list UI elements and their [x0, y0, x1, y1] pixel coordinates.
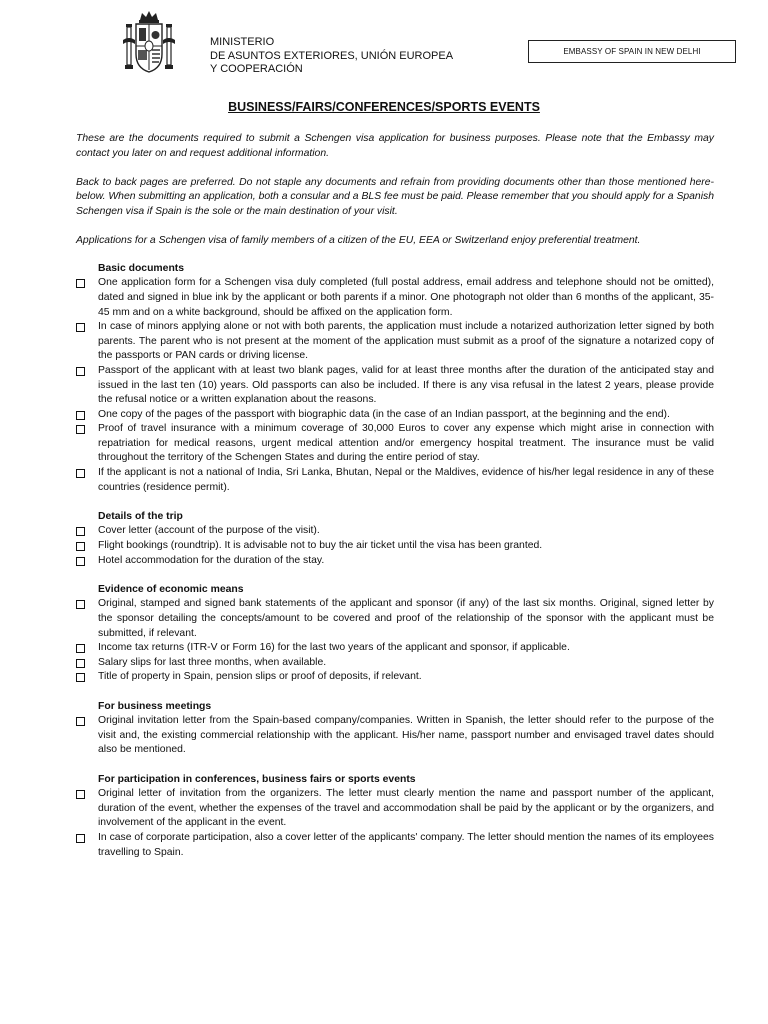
checkbox-icon [76, 659, 85, 668]
item-text: Proof of travel insurance with a minimum coverage of 30,000 Euros to cover any expense which might arise in connection with repatriation for medical reasons, urgent medical attention and/or emergency hospital treatment. The insurance must be valid throughout the territory of the Schengen States and during the entire period of stay. [98, 423, 714, 464]
checkbox-icon [76, 527, 85, 536]
section-business-meetings [76, 700, 714, 758]
section-title: For business meetings [98, 700, 212, 712]
checkbox-icon [76, 323, 85, 332]
item-text: If the applicant is not a national of India, Sri Lanka, Bhutan, Nepal or the Maldives, evidence of his/her legal residence in any of these countries (residence permit). [98, 467, 714, 493]
checkbox-icon [76, 469, 85, 478]
section-title: Details of the trip [98, 510, 183, 522]
ministry-line: Y COOPERACIÓN [210, 63, 303, 75]
checkbox-icon [76, 557, 85, 566]
checkbox-icon [76, 673, 85, 682]
list-item [76, 656, 714, 671]
checkbox-icon [76, 425, 85, 434]
list-item [76, 408, 714, 423]
list-item [76, 554, 714, 569]
item-text: Original letter of invitation from the organizers. The letter must clearly mention the name and passport number of the applicant, duration of the event, whether the expenses of the travel and accommodation shall be paid by the applicant or by the organizers, and involvement of the applicant in the event. [98, 788, 714, 829]
list-item [76, 714, 714, 758]
list-item [76, 539, 714, 554]
item-text: Hotel accommodation for the duration of the stay. [98, 554, 325, 566]
checkbox-icon [76, 790, 85, 799]
checkbox-icon [76, 834, 85, 843]
checkbox-icon [76, 717, 85, 726]
ministry-line: DE ASUNTOS EXTERIORES, UNIÓN EUROPEA [210, 49, 454, 62]
ministry-name [210, 36, 453, 77]
item-text: Original, stamped and signed bank statements of the applicant and sponsor (if any) of the last six months. Original, signed letter by the sponsor detailing the concepts/amount to be covered and proof of the relationship of the sponsor with the applicant must be submitted, if relevant. [98, 598, 714, 639]
checkbox-icon [76, 411, 85, 420]
checkbox-icon [76, 279, 85, 288]
checkbox-icon [76, 600, 85, 609]
checkbox-icon [76, 367, 85, 376]
item-text: One application form for a Schengen visa duly completed (full postal address, email address and telephone should not be omitted), dated and signed in blue ink by the applicant or both parents if a minor. One photograph not older than 6 months of the applicant, 35-45 mm and on a white background, should be affixed on the application form. [98, 277, 714, 318]
item-text: Passport of the applicant with at least two blank pages, valid for at least three months after the duration of the anticipated stay and issued in the last ten (10) years. Old passports can also be included. If there is any visa refusal in the latest 2 years, please provide the refusal notice or a written explanation about the reasons. [98, 364, 714, 406]
item-text: Salary slips for last three months, when available. [98, 656, 327, 668]
item-text: Original invitation letter from the Spain-based company/companies. Written in Spanish, the letter should refer to the purpose of the visit and, the existing commercial relationship with the applicant. His/her name, passport number and envisaged travel dates should also be mentioned. [98, 715, 714, 756]
intro-paragraph: These are the documents required to submit a Schengen visa application for business purposes. Please note that the Embassy may contact you later on and request additional information. [76, 133, 714, 159]
section-basic-documents [76, 262, 714, 496]
section-title: For participation in conferences, business fairs or sports events [98, 773, 416, 785]
coat-of-arms-icon [120, 10, 178, 78]
item-text: One copy of the pages of the passport with biographic data (in the case of an Indian passport, at the beginning and the end). [98, 408, 670, 420]
document-body [76, 132, 714, 875]
intro-paragraph: Applications for a Schengen visa of family members of a citizen of the EU, EEA or Switzerland enjoy preferential treatment. [76, 235, 641, 247]
checkbox-icon [76, 644, 85, 653]
list-item [76, 670, 714, 685]
section-title: Evidence of economic means [98, 583, 244, 595]
list-item [76, 597, 714, 641]
section-trip-details [76, 510, 714, 568]
list-item [76, 320, 714, 364]
item-text: Cover letter (account of the purpose of the visit). [98, 525, 320, 537]
item-text: In case of corporate participation, also a cover letter of the applicants' company. The letter should mention the names of its employees travelling to Spain. [98, 831, 714, 858]
section-title: Basic documents [98, 262, 185, 274]
item-text: Flight bookings (roundtrip). It is advisable not to buy the air ticket until the visa has been granted. [98, 540, 543, 552]
list-item [76, 276, 714, 320]
list-item [76, 364, 714, 408]
list-item [76, 524, 714, 539]
item-text: Income tax returns (ITR-V or Form 16) for the last two years of the applicant and sponsor, if applicable. [98, 642, 570, 654]
list-item [76, 787, 714, 831]
list-item [76, 831, 714, 860]
section-economic-means [76, 583, 714, 685]
list-item [76, 422, 714, 466]
item-text: In case of minors applying alone or not with both parents, the application must include a notarized authorization letter signed by both parents. The parent who is not present at the moment of the application must submit as a proof of the signature a notarized copy of the passports or PAN cards or driving license. [98, 321, 714, 362]
embassy-label: EMBASSY OF SPAIN IN NEW DELHI [528, 40, 736, 63]
list-item [76, 466, 714, 495]
intro-paragraph: Back to back pages are preferred. Do not staple any documents and refrain from providing documents other than those mentioned here-below. When submitting an application, both a consular and a BLS fee must be paid. Please remember that you should apply for a Spanish Schengen visa if Spain is the sole or the main destination of your visit. [76, 176, 714, 217]
item-text: Title of property in Spain, pension slips or proof of deposits, if relevant. [98, 671, 422, 683]
section-conferences [76, 773, 714, 861]
checkbox-icon [76, 542, 85, 551]
list-item [76, 641, 714, 656]
document-title: BUSINESS/FAIRS/CONFERENCES/SPORTS EVENTS [228, 100, 540, 114]
ministry-line: MINISTERIO [210, 36, 275, 48]
